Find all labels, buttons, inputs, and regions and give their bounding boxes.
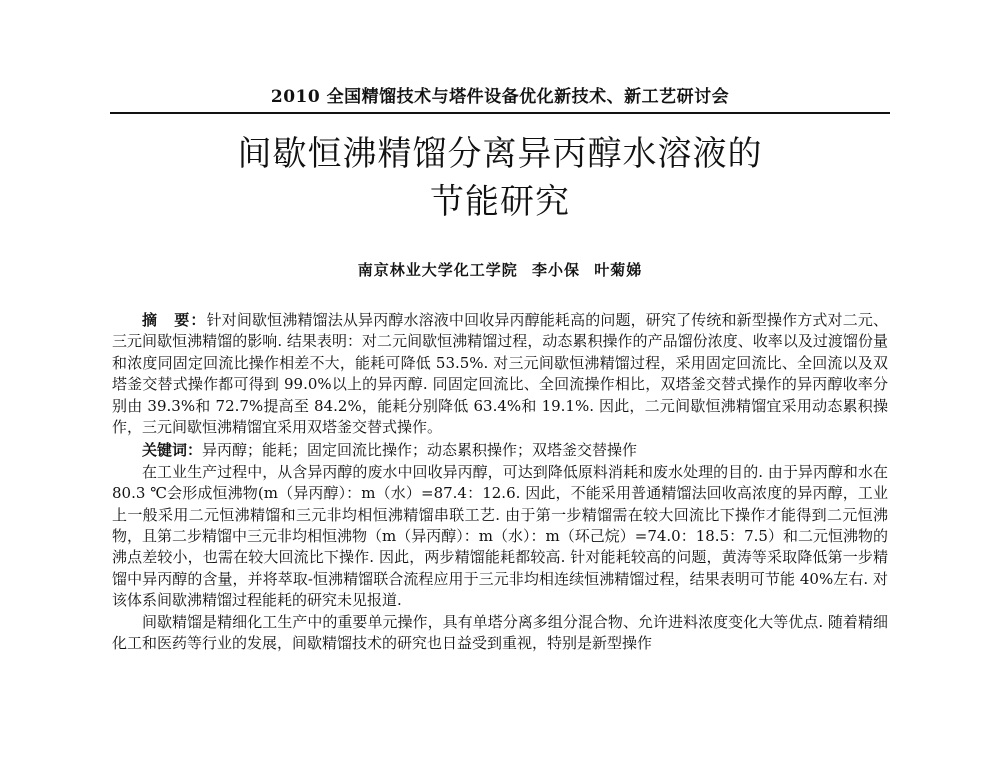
affiliation: 南京林业大学化工学院: [357, 261, 518, 279]
abstract-text: 针对间歇恒沸精馏法从异丙醇水溶液中回收异丙醇能耗高的问题，研究了传统和新型操作方式对二元、三元间歇恒沸精馏的影响. 结果表明：对二元间歇恒沸精馏过程，动态累积操作的产品馏份浓度、收率以及过渡馏份量和浓度同固定回流比操作相差不大，能耗可降低 53.5%. 对三元间歇恒沸精馏过程，采用固定回流比、全回流以及双塔釜交替式操作都可得到 99.0%以上的异丙醇. 同固定回流比、全回流操作相比，双塔釜交替式操作的异丙醇收率分别由 39.3%和 72.7%提高至 84.2%，能耗分别降低 63.4%和 19.1%. 因此，二元间歇恒沸精馏宜采用动态累积操作，三元间歇恒沸精馏宜采用双塔釜交替式操作。: [112, 311, 888, 437]
author-line: [110, 259, 890, 281]
header-rule: [110, 112, 890, 114]
keywords-label: 关键词：: [142, 441, 203, 460]
title-line-1: 间歇恒沸精馏分离异丙醇水溶液的: [237, 134, 763, 174]
title-line-2: 节能研究: [430, 182, 570, 222]
author-name-1: 李小保: [531, 261, 580, 279]
body-paragraph-2: 间歇精馏是精细化工生产中的重要单元操作，具有单塔分离多组分混合物、允许进料浓度变化大等优点. 随着精细化工和医药等行业的发展，间歇精馏技术的研究也日益受到重视，特别是新型操作: [112, 612, 888, 653]
keywords: [112, 440, 888, 461]
paper-title: [110, 130, 890, 226]
body-text: [112, 310, 888, 655]
abstract-label: 摘 要：: [142, 311, 207, 329]
keywords-text: 异丙醇；能耗；固定回流比操作；动态累积操作；双塔釜交替操作: [202, 441, 638, 460]
author-name-2: 叶菊娣: [594, 261, 643, 279]
abstract: [112, 310, 888, 438]
body-paragraph-1: 在工业生产过程中，从含异丙醇的废水中回收异丙醇，可达到降低原料消耗和废水处理的目的. 由于异丙醇和水在 80.3 ℃会形成恒沸物(m（异丙醇）：m（水）=87.4：12.6. 因此，不能采用普通精馏法回收高浓度的异丙醇，工业上一般采用二元恒沸精馏和三元非均相恒沸精馏串联工艺. 由于第一步精馏需在较大回流比下操作才能得到二元恒沸物，且第二步精馏中三元非均相恒沸物（m（异丙醇）：m（水）：m（环己烷）=74.0：18.5：7.5）和二元恒沸物的沸点差较小，也需在较大回流比下操作. 因此，两步精馏能耗都较高. 针对能耗较高的问题，黄涛等采取降低第一步精馏中异丙醇的含量，并将萃取-恒沸精馏联合流程应用于三元非均相连续恒沸精馏过程，结果表明可节能 40%左右. 对该体系间歇沸精馏过程能耗的研究未见报道.: [112, 462, 888, 610]
conference-header: 2010 全国精馏技术与塔件设备优化新技术、新工艺研讨会: [270, 87, 730, 107]
